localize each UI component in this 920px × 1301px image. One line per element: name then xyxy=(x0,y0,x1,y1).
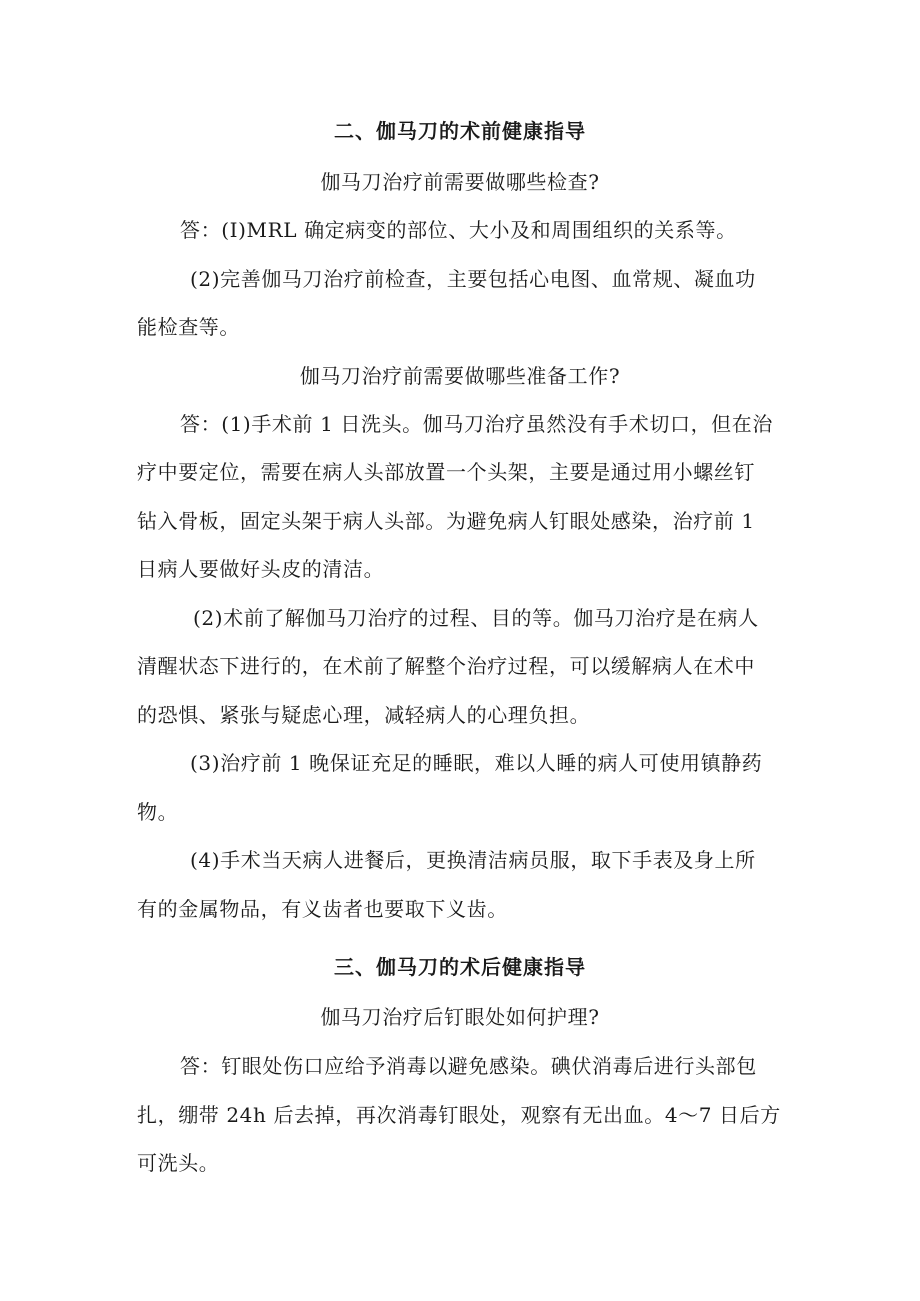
answer-postop-pin-care-line1: 答：钉眼处伤口应给予消毒以避免感染。碘伏消毒后进行头部包 xyxy=(180,1054,757,1078)
answer-preop-prep-1-line1: 答：(1)手术前 1 日洗头。伽马刀治疗虽然没有手术切口，但在治 xyxy=(180,412,773,436)
answer-preop-exams-2-line1: (2)完善伽马刀治疗前检查，主要包括心电图、血常规、凝血功 xyxy=(190,267,756,291)
answer-preop-prep-4-line2: 有的金属物品，有义齿者也要取下义齿。 xyxy=(137,897,508,921)
answer-preop-prep-1-line4: 日病人要做好头皮的清洁。 xyxy=(137,557,385,581)
answer-postop-pin-care-line3: 可洗头。 xyxy=(137,1151,220,1175)
answer-preop-prep-2-line3: 的恐惧、紧张与疑虑心理，减轻病人的心理负担。 xyxy=(137,703,591,727)
section-heading-preop: 二、伽马刀的术前健康指导 xyxy=(334,119,586,143)
question-postop-pin-care: 伽马刀治疗后钉眼处如何护理? xyxy=(320,1005,600,1029)
answer-preop-exams-2-line2: 能检查等。 xyxy=(137,315,240,339)
section-heading-postop: 三、伽马刀的术后健康指导 xyxy=(334,955,586,979)
answer-preop-prep-3-line2: 物。 xyxy=(137,800,179,824)
answer-preop-prep-2-line1: (2)术前了解伽马刀治疗的过程、目的等。伽马刀治疗是在病人 xyxy=(193,606,759,630)
question-preop-prep: 伽马刀治疗前需要做哪些准备工作? xyxy=(299,364,621,388)
question-preop-exams: 伽马刀治疗前需要做哪些检查? xyxy=(320,170,600,194)
answer-preop-prep-1-line2: 疗中要定位，需要在病人头部放置一个头架，主要是通过用小螺丝钉 xyxy=(137,460,755,484)
answer-preop-prep-3-line1: (3)治疗前 1 晚保证充足的睡眠，难以人睡的病人可使用镇静药 xyxy=(190,751,763,775)
answer-preop-prep-4-line1: (4)手术当天病人进餐后，更换清洁病员服，取下手表及身上所 xyxy=(190,848,756,872)
answer-postop-pin-care-line2: 扎，绷带 24h 后去掉，再次消毒钉眼处，观察有无出血。4～7 日后方 xyxy=(137,1103,781,1127)
answer-preop-prep-1-line3: 钻入骨板，固定头架于病人头部。为避免病人钉眼处感染，治疗前 1 xyxy=(137,509,755,533)
answer-preop-exams-1: 答：(I)MRL 确定病变的部位、大小及和周围组织的关系等。 xyxy=(180,218,737,242)
answer-preop-prep-2-line2: 清醒状态下进行的，在术前了解整个治疗过程，可以缓解病人在术中 xyxy=(137,654,755,678)
